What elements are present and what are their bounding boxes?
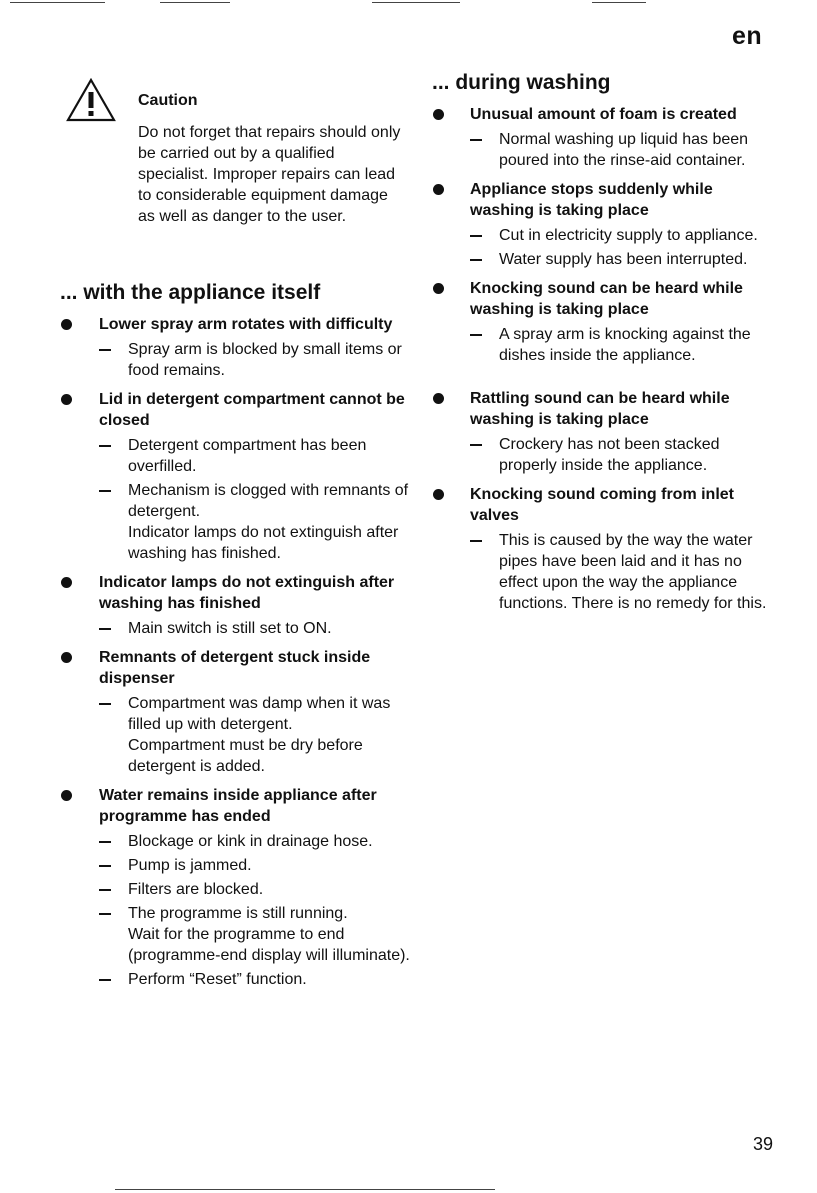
cause-item (470, 249, 777, 270)
scan-edge-line (10, 2, 105, 3)
scan-edge-line (160, 2, 230, 3)
cause-item (99, 339, 410, 381)
cause-list (99, 435, 410, 564)
cause-text: Water supply has been interrupted. (499, 251, 748, 268)
dash-icon (470, 235, 482, 237)
cause-text: The programme is still running. Wait for the programme to end (programme-end display will illuminate). (128, 905, 410, 964)
cause-text: Crockery has not been stacked properly inside the appliance. (499, 436, 720, 474)
fault-item (432, 484, 777, 614)
cause-text: Mechanism is clogged with remnants of detergent. Indicator lamps do not extinguish after washing has finished. (128, 482, 409, 562)
cause-item (470, 225, 777, 246)
cause-text: Normal washing up liquid has been poured into the rinse-aid container. (499, 131, 749, 169)
fault-title: Lower spray arm rotates with difficulty (99, 316, 393, 333)
cause-text: Compartment was damp when it was filled up with detergent. Compartment must be dry before detergent is added. (128, 695, 391, 775)
fault-list-appliance (60, 314, 410, 990)
cause-list (99, 831, 410, 990)
fault-item (432, 104, 777, 171)
fault-item (432, 388, 777, 476)
cause-item (99, 618, 410, 639)
fault-item (60, 314, 410, 381)
dash-icon (99, 913, 111, 915)
bullet-icon (61, 394, 72, 405)
cause-item (470, 434, 777, 476)
section-heading-appliance: ... with the appliance itself (60, 281, 321, 304)
fault-title: Appliance stops suddenly while washing is taking place (470, 181, 713, 219)
cause-item (99, 480, 410, 564)
cause-text: Main switch is still set to ON. (128, 620, 332, 637)
dash-icon (99, 703, 111, 705)
bullet-icon (61, 790, 72, 801)
dash-icon (470, 259, 482, 261)
language-code: en (732, 22, 763, 50)
cause-item (99, 435, 410, 477)
dash-icon (99, 889, 111, 891)
cause-item (99, 903, 410, 966)
fault-title: Unusual amount of foam is created (470, 106, 737, 123)
bullet-icon (433, 489, 444, 500)
dash-icon (470, 444, 482, 446)
cause-item (99, 879, 410, 900)
fault-item (60, 785, 410, 990)
bullet-icon (433, 393, 444, 404)
cause-list (470, 434, 777, 476)
cause-list (99, 339, 410, 381)
caution-text: Do not forget that repairs should only be carried out by a qualified specialist. Improper repairs can lead to considerable equipment damage as well as danger to the user. (138, 124, 401, 225)
cause-item (99, 969, 410, 990)
cause-item (99, 831, 410, 852)
right-column (432, 70, 777, 617)
dash-icon (99, 349, 111, 351)
dash-icon (470, 334, 482, 336)
dash-icon (99, 841, 111, 843)
dash-icon (99, 628, 111, 630)
bullet-icon (433, 109, 444, 120)
fault-title: Rattling sound can be heard while washing is taking place (470, 390, 730, 428)
bullet-icon (61, 319, 72, 330)
cause-text: Perform “Reset” function. (128, 971, 307, 988)
fault-item (432, 179, 777, 270)
cause-list (99, 618, 410, 639)
cause-text: Cut in electricity supply to appliance. (499, 227, 758, 244)
cause-text: Pump is jammed. (128, 857, 252, 874)
dash-icon (99, 490, 111, 492)
fault-title: Knocking sound coming from inlet valves (470, 486, 734, 524)
fault-title: Knocking sound can be heard while washing is taking place (470, 280, 743, 318)
cause-item (99, 855, 410, 876)
cause-list (470, 225, 777, 270)
cause-text: Blockage or kink in drainage hose. (128, 833, 373, 850)
cause-item (470, 129, 777, 171)
left-column (60, 70, 410, 993)
fault-item (60, 572, 410, 639)
fault-item (432, 278, 777, 366)
section-heading-washing: ... during washing (432, 71, 611, 94)
dash-icon (99, 865, 111, 867)
cause-list (470, 530, 777, 614)
cause-text: Filters are blocked. (128, 881, 264, 898)
cause-item (470, 324, 777, 366)
fault-title: Remnants of detergent stuck inside dispenser (99, 649, 371, 687)
dash-icon (99, 979, 111, 981)
cause-list (470, 324, 777, 366)
scan-edge-line (115, 1189, 495, 1190)
caution-title: Caution (138, 92, 198, 109)
scan-edge-line (372, 2, 460, 3)
scan-edge-line (592, 2, 646, 3)
cause-text: Spray arm is blocked by small items or food remains. (128, 341, 402, 379)
fault-list-washing (432, 104, 777, 614)
bullet-icon (61, 577, 72, 588)
dash-icon (99, 445, 111, 447)
dash-icon (470, 139, 482, 141)
fault-title: Water remains inside appliance after programme has ended (99, 787, 377, 825)
fault-title: Lid in detergent compartment cannot be closed (99, 391, 405, 429)
cause-text: This is caused by the way the water pipes have been laid and it has no effect upon the way the appliance functions. There is no remedy for this. (499, 532, 767, 612)
dash-icon (470, 540, 482, 542)
fault-title: Indicator lamps do not extinguish after washing has finished (99, 574, 395, 612)
bullet-icon (433, 283, 444, 294)
page-number: 39 (753, 1134, 774, 1154)
fault-item (60, 647, 410, 777)
warning-triangle-icon (66, 78, 116, 122)
cause-item (470, 530, 777, 614)
cause-list (470, 129, 777, 171)
bullet-icon (61, 652, 72, 663)
bullet-icon (433, 184, 444, 195)
cause-text: Detergent compartment has been overfilled. (128, 437, 367, 475)
cause-item (99, 693, 410, 777)
fault-item (60, 389, 410, 564)
cause-list (99, 693, 410, 777)
caution-box (60, 70, 410, 270)
cause-text: A spray arm is knocking against the dishes inside the appliance. (499, 326, 751, 364)
